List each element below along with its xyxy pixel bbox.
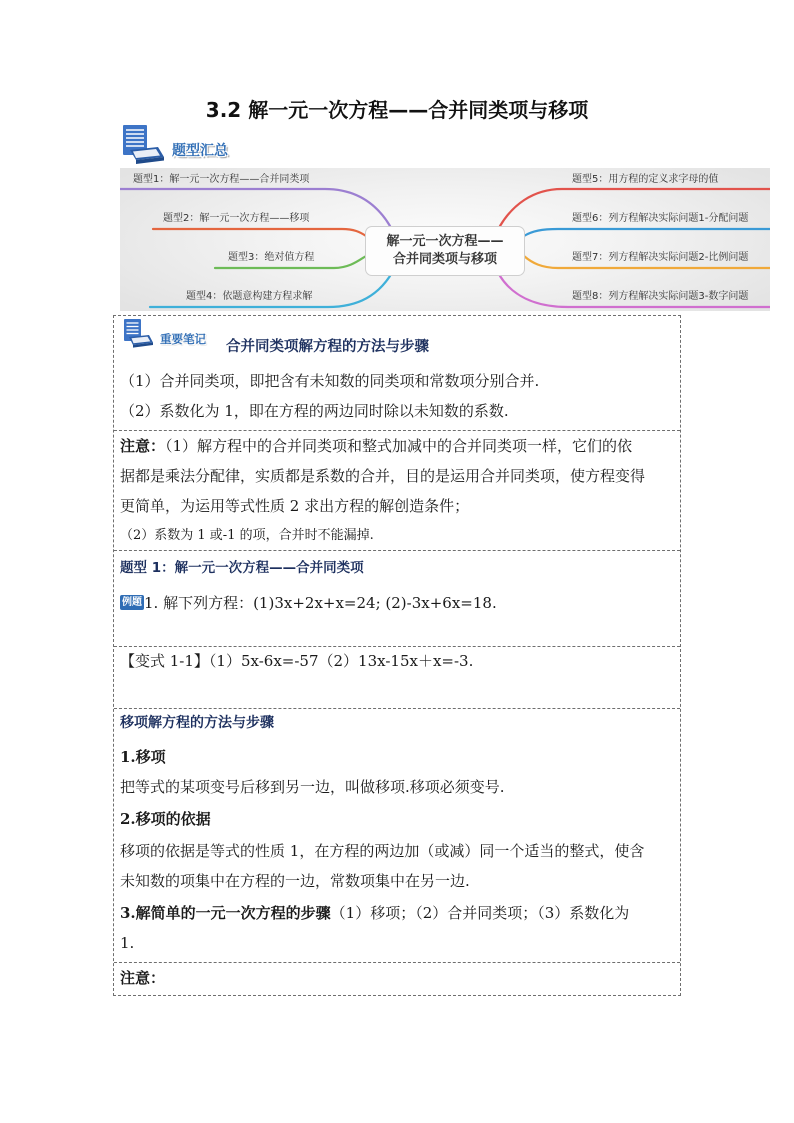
mindmap-center bbox=[365, 226, 525, 276]
transpose-caution-label: 注意： bbox=[120, 969, 166, 987]
variant-section bbox=[114, 646, 680, 708]
transpose-section bbox=[114, 708, 680, 962]
mindmap-center-line-1: 解一元一次方程—— bbox=[386, 234, 504, 249]
summary-header-label: 题型汇总 bbox=[172, 143, 228, 159]
caution-line-3: 更简单，为运用等式性质 2 求出方程的解创造条件； bbox=[120, 497, 470, 515]
mindmap-item-2: 题型2：解一元一次方程——移项 bbox=[163, 213, 310, 224]
transpose-sub3-tail: 1. bbox=[120, 934, 135, 952]
caution-line-1-text: （1）解方程中的合并同类项和整式加减中的合并同类项一样，它们的依 bbox=[165, 437, 633, 455]
transpose-sub3 bbox=[120, 903, 629, 923]
transpose-sub1: 1.移项 bbox=[120, 748, 166, 766]
notes-step-1: （1）合并同类项，即把含有未知数的同类项和常数项分别合并. bbox=[120, 372, 540, 390]
transpose-sub2: 2.移项的依据 bbox=[120, 810, 211, 828]
mindmap-item-6: 题型6：列方程解决实际问题1-分配问题 bbox=[572, 213, 749, 224]
notes-section-caution bbox=[114, 430, 680, 550]
example-problem: 1. 解下列方程：(1)3x+2x+x=24; (2)-3x+6x=18. bbox=[144, 594, 497, 612]
transpose-heading: 移项解方程的方法与步骤 bbox=[120, 715, 274, 731]
transpose-sub1-text: 把等式的某项变号后移到另一边，叫做移项.移项必须变号. bbox=[120, 778, 505, 796]
example-badge: 例题 bbox=[122, 597, 142, 608]
summary-header bbox=[120, 123, 250, 167]
caution-line-4: （2）系数为 1 或-1 的项，合并时不能漏掉. bbox=[120, 528, 374, 543]
transpose-sub2-line-2: 未知数的项集中在方程的一边，常数项集中在另一边. bbox=[120, 872, 470, 890]
mindmap-item-5: 题型5：用方程的定义求字母的值 bbox=[572, 174, 719, 185]
notes-section-combine bbox=[114, 316, 680, 430]
mindmap-center-line-2: 合并同类项与移项 bbox=[392, 252, 497, 267]
branch-line-6 bbox=[524, 229, 770, 236]
books-icon bbox=[120, 123, 166, 165]
branch-line-2 bbox=[153, 229, 366, 236]
caution-lines bbox=[120, 431, 645, 551]
mindmap-item-4: 题型4：依题意构建方程求解 bbox=[186, 291, 313, 302]
mindmap-item-8: 题型8：列方程解决实际问题3-数字问题 bbox=[572, 291, 749, 302]
type1-heading: 题型 1：解一元一次方程——合并同类项 bbox=[120, 560, 364, 576]
notes-steps bbox=[120, 366, 539, 426]
mindmap-item-3: 题型3：绝对值方程 bbox=[228, 252, 315, 263]
notes-badge-label: 重要笔记 bbox=[160, 332, 206, 346]
notes-heading: 合并同类项解方程的方法与步骤 bbox=[226, 339, 429, 355]
transpose-sub2-line-1: 移项的依据是等式的性质 1，在方程的两边加（或减）同一个适当的整式，使含 bbox=[120, 842, 645, 860]
transpose-sub3-title: 3.解简单的一元一次方程的步骤 bbox=[120, 904, 331, 922]
mindmap-item-7: 题型7：列方程解决实际问题2-比例问题 bbox=[572, 252, 749, 263]
caution-line-1 bbox=[120, 431, 645, 461]
caution-label: 注意： bbox=[120, 437, 166, 455]
caution-line-2: 据都是乘法分配律，实质都是系数的合并，目的是运用合并同类项，使方程变得 bbox=[120, 467, 646, 485]
page-title: 3.2 解一元一次方程——合并同类项与移项 bbox=[205, 98, 589, 122]
notes-badge bbox=[122, 318, 232, 350]
mindmap-item-1: 题型1：解一元一次方程——合并同类项 bbox=[133, 174, 310, 185]
notes-table bbox=[113, 315, 681, 996]
transpose-caution-section bbox=[114, 962, 680, 995]
topic-mindmap bbox=[120, 168, 770, 311]
transpose-sub3-text: （1）移项；（2）合并同类项；（3）系数化为 bbox=[330, 904, 630, 922]
notebook-icon bbox=[122, 318, 154, 348]
type1-section bbox=[114, 550, 680, 646]
notes-step-2: （2）系数化为 1，即在方程的两边同时除以未知数的系数. bbox=[120, 402, 509, 420]
variant-problem: 【变式 1-1】（1）5x-6x=-57（2）13x-15x＋x=-3. bbox=[120, 652, 474, 670]
